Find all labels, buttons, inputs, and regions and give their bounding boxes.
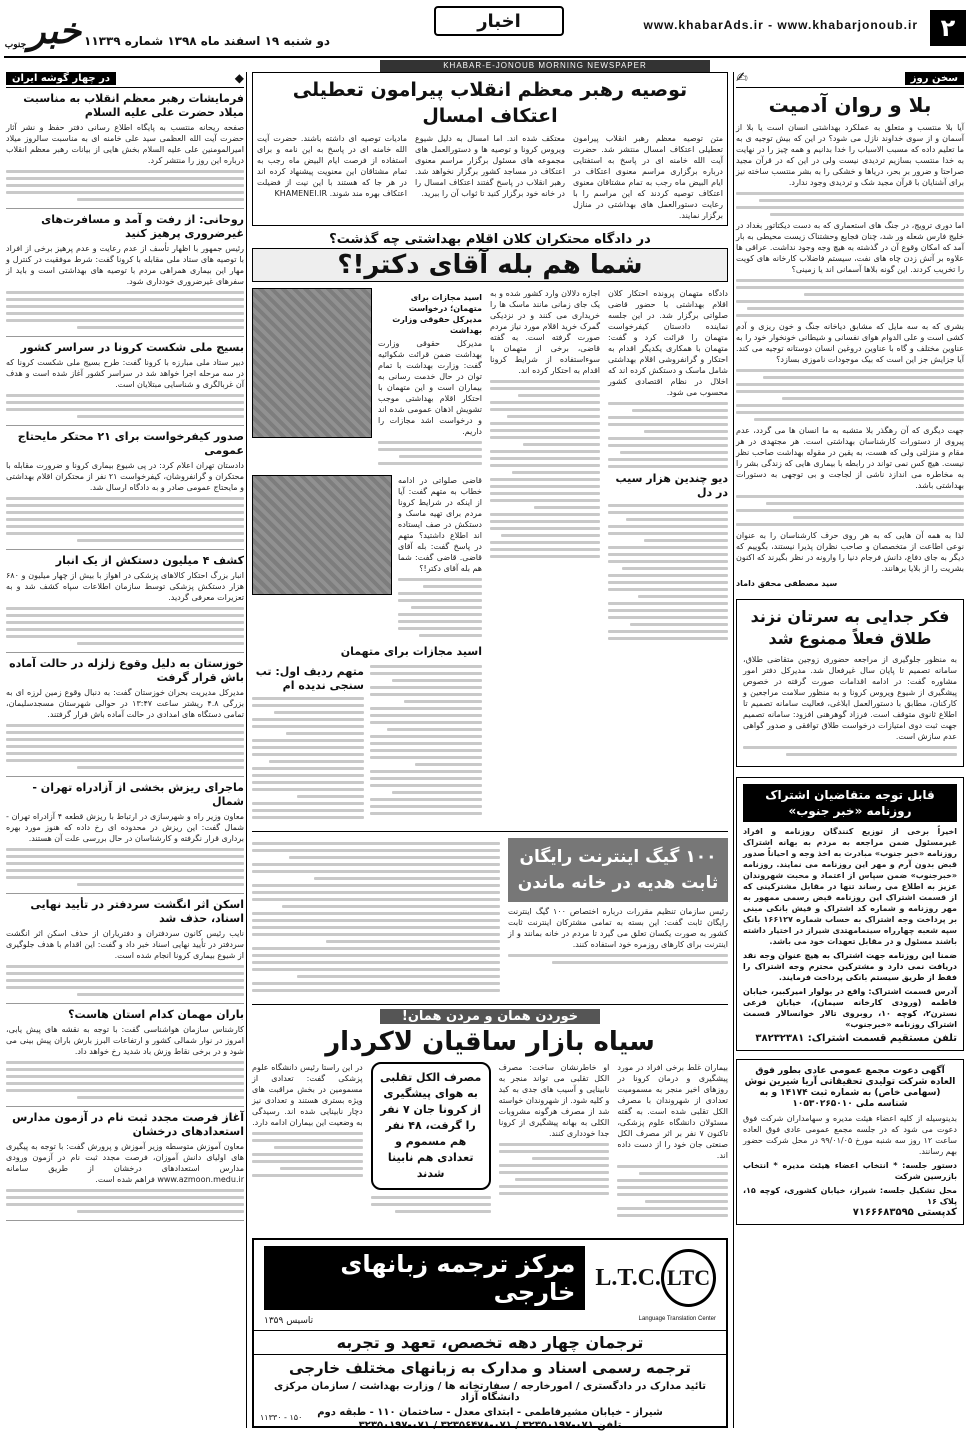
news-item	[6, 430, 244, 550]
ltc-approvals: تائید مدارک در دادگستری / امورخارجه / سفارتخانه ها / وزارت بهداشت / سازمان مرکزی دانشگاه آزاد	[274, 1381, 706, 1403]
news-item-body: رئیس جمهور با اظهار تأسف از عدم رعایت و عدم پرهیز برخی از افراد با توصیه های ستاد ملی مقابله با کرونا گفت: شرط موفقیت در کنترل و مهار این بیماری همراهی مردم با توصیه های بهداشتی است و باید از سفرهای غیرضروری خودداری شود.	[6, 244, 244, 286]
subscription-notice-title: قابل توجه متقاضیان اشتراک روزنامه «خبر جنوب»	[743, 784, 957, 822]
hoarders-story	[252, 234, 728, 823]
subscription-notice-phone: تلفن مستقیم قسمت اشتراک: ۳۸۲۳۲۳۸۱	[755, 1033, 957, 1044]
hoarders-title: شما هم بله آقای دکتر!؟	[252, 248, 728, 282]
hoarders-para: دادگاه متهمان پرونده احتکار کلان اقلام بهداشتی با حضور قاضی صلواتی برگزار شد. در این جلسه نماینده دادستان کیفرخواست متهمان را قرائت کرد و گفت: متهمان با همکاری یکدیگر اقدام به احتکار و گرانفروشی اقلام بهداشتی شامل ماسک و دستکش کرده اند که اخلال در نظام اقتصادی کشور محسوب می شود.	[608, 289, 728, 397]
news-item	[6, 781, 244, 894]
editorial-kicker: سخن روز	[905, 72, 964, 85]
internet-story	[252, 831, 728, 996]
subscription-notice-body: اخیراً برخی از توزیع کنندگان روزنامه و افراد غیرمسئول ضمن مراجعه به مردم به بهانه اشتراک روزنامه «خبر جنوب» مبادرت به اخذ وجه و احیاناً صدور قبض بدون آرم و مهر این روزنامه می نمایند. روزنامه «خبرجنوب» ضمن سپاس از اعتماد و محبت شهروندان عزیز به اطلاع می رساند تنها در مقابل مشترکینی که از قسمت اشتراک این روزنامه قبض رسمی ممهور به مهر روزنامه و شماره کد اشتراک و فیش بانکی مبنی بر پرداخت وجه اشتراک به حساب شماره ۱۶۶۱۲۷ بانک سپه شعبه چهارراه سینمامهتدی شیراز در اختیار داشته باشند مسئول و در مقابل تعهدات خود می باشد.	[743, 827, 957, 946]
hoarders-para: اجازه دلالان وارد کشور شده و به یک جای زمانی مانند ماسک ها را خریداری می کنند و در نزدیکی گمرک خرید اقلام مورد نیاز مردم صورت گرفته است. به گفته قاضی، برخی از متهمان با سوءاستفاده از شرایط کرونا اقدام به احتکار کرده اند.	[490, 289, 600, 375]
assembly-notice-postal: کدپستی ۷۱۶۶۶۸۳۵۹۵	[852, 1207, 957, 1218]
page-header	[4, 4, 966, 58]
alcohol-story	[252, 1004, 728, 1221]
news-item-body: معاون آموزش متوسطه وزیر آموزش و پرورش گفت: با توجه به پیگیری های اولیای دانش آموزان، فرصت مجدد ثبت نام در آزمون ورودی مدارس استعدادهای درخشان از طریق سامانه www.azmoon.medu.ir فراهم شده است.	[6, 1142, 244, 1184]
ltc-address: شیراز - خیابان مشیرفاطمی - ابتدای معدل - ساختمان ۱۱۰ - طبقه دوم	[317, 1407, 663, 1418]
subscription-notice-note: ضمنا این روزنامه جهت اشتراک به هیچ عنوان وجه نقد دریافت نمی دارد و مشترکین محترم وجه اشتراک را فقط از طریق سیستم بانکی پرداخت فرمایند.	[743, 951, 957, 982]
alcohol-para: در این راستا رئیس دانشگاه علوم پزشکی گفت: تعدادی از مسمومین در بخش مراقبت های ویژه بستری هستند و تعدادی نیز دچار نابینایی شده اند. رسیدگی به وضعیت این بیماران ادامه دارد.	[251, 1063, 363, 1127]
editorial-title: بلا و روان آدمیت	[768, 93, 932, 117]
news-item-body: نایب رئیس کانون سردفتران و دفتریاران از حذف اسکن اثر انگشت سردفتر در تأیید نهایی اسناد خبر داد و گفت: این اقدام با هدف جلوگیری از شیوع بیماری کرونا انجام شده است.	[6, 929, 244, 960]
alcohol-para: او خاطرنشان ساخت: مصرف الکل تقلبی می تواند منجر به نابینایی و آسیب های جدی به کبد و کلیه شود. از شهروندان خواسته شد از مصرف هرگونه مشروبات الکلی به بهانه پیشگیری از کرونا جدا خودداری کنند.	[498, 1063, 610, 1138]
assembly-notice-title: آگهی دعوت مجمع عمومی عادی بطور فوق العاده شرکت تولیدی تحقیقاتی آریا شیرین نوش (سهامی خاص) به شماره ثبت ۱۴۱۷۴ و به شناسه ملی ۱۰۵۳۰۲۶۵۰۱۰	[744, 1066, 956, 1109]
masthead-band: KHABAR-E-JONOUB MORNING NEWSPAPER	[380, 60, 710, 72]
news-item-body: انبار بزرگ احتکار کالاهای پزشکی در اهواز با بیش از چهار میلیون و ۶۸۰ هزار دستکش پزشکی توسط سازمان اطلاعات سپاه کشف شد و به تعزیرات معرفی گردید.	[6, 571, 244, 602]
ltc-code: ۱۵۰ - ۱۱۳۳۰	[260, 1413, 303, 1422]
ltc-name: مرکز ترجمه زبانهای خارجی	[264, 1246, 585, 1310]
leader-story-title: توصیه رهبر معظم انقلاب پیرامون تعطیلی اعتکاف امسال	[292, 79, 688, 127]
ltc-tagline: ترجمان چهار دهه تخصص، تعهد و تجربه	[254, 1330, 726, 1355]
ltc-brand: L.T.C.	[595, 1264, 661, 1291]
internet-story-title: ۱۰۰ گیگ اینترنت رایگان ثابت هدیه در خانه ماندن	[508, 838, 728, 902]
alcohol-callout: مصرف الکل تقلبی به هوای پیشگیری از کرونا جان ۷ نفر را گرفت، ۴۸ نفر هم مسموم و تعدادی هم نابینا شدند	[371, 1062, 491, 1190]
hoarders-para: قاضی صلواتی در ادامه خطاب به متهم گفت: آیا از اینکه در شرایط کرونا مردم برای تهیه ماسک و دستکش در صف ایستاده اند اطلاع داشتید؟ متهم در پاسخ گفت: بله آقای قاضی. قاضی گفت: شما هم بله آقای دکتر!؟	[398, 476, 482, 573]
assembly-notice-body: بدینوسیله از کلیه اعضاء هیئت مدیره و سهامداران شرکت فوق دعوت می شود که در جلسه مجمع عمومی عادی فوق العاده ساعت ۱۲ روز سه شنبه مورخ ۹۹/۰۱/۰۵ در محل شرکت حضور بهم رسانند.	[743, 1114, 958, 1156]
assembly-notice-agenda: دستور جلسه: * انتخاب اعضاء هیئت مدیره * انتخاب بازرسین شرکت	[743, 1161, 957, 1181]
news-item-title: صدور کیفرخواست برای ۲۱ محتکر مایحتاج عمومی	[17, 430, 244, 457]
news-item	[6, 1008, 244, 1107]
news-item	[6, 213, 244, 337]
leader-story-col: متن توصیه معظم رهبر انقلاب پیرامون تعطیلی اعتکاف امسال منتشر شد. حضرت آیت الله خامنه ای در پاسخ به استفتایی درباره برگزاری مراسم معنوی اعتکاف در ایام البیض ماه رجب به تمام مشتاقان معنوی اعتکاف توصیه کردند که این مراسم را با رعایت دستورالعمل های بهداشتی در منازل برگزار نمایند.	[573, 134, 723, 220]
assembly-notice	[736, 1059, 964, 1225]
news-item-title: خوزستان به دلیل وقوع زلزله در حالت آماده باش قرار گرفت	[9, 657, 244, 684]
ltc-service: ترجمه رسمی اسناد و مدارک به زبانهای مختلف خارجی	[289, 1359, 691, 1377]
leader-story	[252, 72, 728, 226]
ltc-established: تاسیس ۱۳۵۹	[264, 1316, 314, 1326]
column-divider	[246, 72, 247, 1428]
news-item	[6, 1111, 244, 1221]
news-item-title: باران مهمان کدام استان هاست؟	[68, 1008, 244, 1021]
logo-sub: جنوب	[4, 40, 27, 50]
hoarders-kicker: در دادگاه محتکران کلان اقلام بهداشتی چه گذشت؟	[329, 232, 651, 247]
news-item-body: دبیر ستاد ملی مبارزه با کرونا گفت: طرح بسیج ملی شکست کرونا که در سه مرحله اجرا خواهد شد در سراسر کشور آغاز شده است و هدف آن غربالگری و شناسایی مبتلایان است.	[6, 358, 244, 389]
hoarders-subhead: اسید مجازات برای متهمان	[340, 645, 482, 658]
news-item	[6, 898, 244, 1004]
alcohol-kicker: خوردن همان و مردن همان!	[380, 1009, 600, 1024]
internet-story-body: رئیس سازمان تنظیم مقررات درباره اختصاص ۱۰۰ گیگ اینترنت رایگان ثابت گفت: این بسته به تمامی مشترکان اینترنت ثابت کشور به صورت یکسان تعلق می گیرد تا مردم در خانه بمانند و از اینترنت برای کارهای روزمره خود استفاده کنند.	[508, 907, 728, 949]
editorial-author: سید مصطفی محقق داماد	[736, 579, 838, 588]
website-url[interactable]: www.khabarAds.ir - www.khabarjonoub.ir	[643, 18, 918, 32]
subscription-notice-address: آدرس قسمت اشتراک: واقع در بولوار امیرکبیر، خیابان فاطمه (ورودی کارخانه سیمان)، خیابان فرعی نسترن۲، کوچه ۱۰، روبروی تالار خوانسالار قسمت اشتراک روزنامه «خبرجنوب»	[743, 987, 957, 1029]
news-item	[6, 554, 244, 653]
news-item-body: صفحه ریحانه منتسب به پایگاه اطلاع رسانی دفتر حفظ و نشر آثار حضرت آیت الله العظمی سید علی خامنه ای به مناسبت سالروز میلاد امیرالمومنین علی علیه السلام بخش هایی از بیانات رهبر معظم انقلاب درباره این روز را منتشر کرد.	[6, 123, 244, 165]
news-item-title: اسکن اثر انگشت سردفتر در تأیید نهایی اسناد، حذف شد	[30, 898, 244, 925]
divorce-notice-title: فکر جدایی به سرتان نزند طلاق فعلاً ممنوع شد	[750, 607, 950, 648]
editorial-para: بشری که به سه مایل که مشابق دیاخانه جنگ و خون ریزی و آدم کشی است و علی الدوام هوای نفسانی و شیطانی خونخوار خود را به عناوین مختلف و گاه با عناوین دروغین انسان دوستانه توجیه می کند. آیا جزایش جز این است که بیک موجودات ناموزی بسازد؟	[736, 322, 964, 364]
column-divider	[733, 72, 734, 1428]
issue-date: دو شنبه ۱۹ اسفند ماه ۱۳۹۸ شماره ۱۱۳۳۹	[84, 34, 331, 48]
iran-news-list	[6, 92, 244, 1221]
hoarders-subhead: متهم ردیف اول: تب سنجی ندیده ام	[255, 665, 364, 692]
news-item-body: مدیرکل مدیریت بحران خوزستان گفت: به دنبال وقوع زمین لرزه ای به بزرگی ۴.۸ ریشتر ساعت ۱۳:۴۷ در حوالی شهرستان مسجدسلیمان، تمامی دستگاه های امدادی در حالت آماده باش قرار گرفتند.	[6, 688, 245, 719]
news-item-body: کارشناس سازمان هواشناسی گفت: با توجه به نقشه های پیش یابی، امروز در نوار شمالی کشور و ارتفاعات البرز بارش باران پیش بینی می شود و در برخی نقاط وزش باد شدید رخ خواهد داد.	[6, 1025, 244, 1056]
ltc-advertisement[interactable]	[252, 1238, 728, 1431]
news-item-title: فرمایشات رهبر معظم انقلاب به مناسبت میلاد حضرت علی علیه السلام	[23, 92, 244, 119]
ltc-logo-text: LTC	[666, 1265, 711, 1290]
news-item	[6, 92, 244, 209]
iran-news-column	[6, 72, 244, 1221]
news-item	[6, 657, 244, 777]
main-news-column	[252, 72, 728, 1221]
news-item-body: معاون وزیر راه و شهرسازی در ارتباط با ریزش قطعه ۴ آزادراه تهران - شمال گفت: این ریزش در محدوده ای رخ داده که هنوز مورد بهره برداری قرار نگرفته و کارشناسان در حال بررسی علت آن هستند.	[6, 812, 244, 843]
assembly-notice-address: محل تشکیل جلسه: شیراز، خیابان کشوری، کوچه ۱۵، پلاک ۱۶	[743, 1186, 957, 1206]
ltc-phones[interactable]: تلفن ۰۷۱-۳۲۳۵۰۱۹۷ / ۰۷۱-۳۲۳۵۶۴۷۸ / ۰۷۱-۳۲۳۵۰۱۹۷	[358, 1420, 622, 1431]
defendant-photo	[252, 288, 372, 438]
page-number: ۲	[930, 10, 966, 46]
divorce-notice-body: به منظور جلوگیری از مراجعه حضوری زوجین متقاضی طلاق، سامانه تصمیم تا پایان سال غیرفعال شد. مدیرکل دفتر امور مشاوره گفت: در ادامه اقدامات صورت گرفته در خصوص پیشگیری از شیوع ویروس کرونا و به منظور سلامت مراجعین و کارکنان، مطابق با دستورالعمل ابلاغی، فعالیت سامانه تصمیم تا اطلاع ثانوی متوقف است. فرزاد گوهرهنی افزود: سامانه تصمیم جهت ثبت دوی امتیازات درخواست طلاق توافقی و صدور گواهی عدم سازش است.	[743, 655, 957, 741]
news-item-title: آغاز فرصت مجدد ثبت نام در آزمون مدارس استعدادهای درخشان	[12, 1111, 244, 1138]
logo-text: خبر	[28, 10, 82, 52]
leader-story-col: مادیات توصیه ای داشته باشند. حضرت آیت الله خامنه ای در پاسخ به این نامه و برای استفاده از فرصت ایام البیض ماه رجب به تمام مشتاقان این معنویت پیشنهاد کرده اند در هر جا که هستند با این نیت از فضیلت اعتکاف بهره مند شوند. KHAMENEI.IR	[257, 134, 407, 198]
section-title: اخبار	[434, 6, 564, 36]
leader-story-col: معتکف شده اند. اما امسال به دلیل شیوع ویروس کرونا و توصیه ها و دستورالعمل های مجموعه های مسئول برگزار مراسم معنوی اعتکاف در مساجد کشور برگزار نخواهد شد. رهبر انقلاب در پاسخ گفتند اعتکاف امسال را در خانه خود برگزار کنید تا ثواب آن را ببرید.	[415, 134, 565, 198]
news-item-title: بسیج ملی شکست کرونا در سراسر کشور	[20, 341, 244, 354]
editorial-para: جهت دیگری که آن رهگذر بلا متشبه به ما انسان ها می گردد، عدم پیروی از دستورات کارشناسان بهداشتی است. هر مجتهدی در هر مقام و منزلتی ولی که هست، به یقین در مقوله بهداشت صاحب نظر نیست. هیچ کس نمی تواند در رابطه با بیماری هایی که زندگی بشر را به مخاطره می اندازد ناشی از لجاجت و بی توجهی به دستورات بهداشتی باشد.	[736, 426, 964, 490]
editorial-para: لذا به همه آن هایی که به هر روی حرف کارشناسان را به عنوان نوعی اطاعت از متخصصان و صاحب نظران پذیرا نیستند، بگوییم که دیگر به جای دفاع، دانش فرجام دنیا را وارونه در نظر بگیرند که اکنون بشریت را از بلایا برهانند.	[736, 531, 964, 573]
hoarders-caption: اسید مجازات برای متهمان؛ درخواست مدیرکل حقوقی وزارت بهداشت	[392, 293, 482, 335]
editorial-column	[736, 72, 964, 1225]
iran-news-kicker: در چهار گوشه ایران	[6, 72, 116, 85]
alcohol-para: بیماران غلط برخی افراد در مورد پیشگیری و درمان کرونا در روزهای اخیر منجر به مسمومیت تعدادی از شهروندان با مصرف الکل تقلبی شده است. به گفته مسئولان دانشگاه علوم پزشکی، تاکنون ۷ نفر بر اثر مصرف الکل صنعتی جان خود را از دست داده اند.	[617, 1063, 728, 1160]
news-item-title: کشف ۴ میلیون دستکش از یک انبار	[55, 554, 244, 567]
ltc-logo-ring: Language Translation Center	[638, 1316, 716, 1322]
news-item-title: ماجرای ریزش بخشی از آزادراه تهران - شمال	[32, 781, 244, 808]
news-item-body: دادستان تهران اعلام کرد: در پی شیوع بیماری کرونا و ضرورت مقابله با محتکران و گرانفروشان، کیفرخواست ۲۱ نفر از محتکران اقلام بهداشتی و مایحتاج عمومی صادر و به دادگاه ارسال شد.	[6, 461, 244, 492]
ltc-logo	[661, 1249, 716, 1307]
subscription-notice	[736, 777, 964, 1051]
editorial-para: آیا بلا منتسب و متعلق به عملکرد بهداشتی انسان است یا بلا از آسمان و از سوی خداوند نازل می شود؟ در این که بیش توجیه ی به ما تعلیم داده که مسبب الاسباب را خدا بدانیم و همه چیز را در نهایت به خدا منتسب بسازیم تردیدی نیست ولی در این که در قرآن مجید صراحتا و ضرور بر بحر، دریاها و خشکی را به بشر منتسب ساخته نیز برای آشنایان با قرآن مجید شک و تردیدی وجود ندارد.	[736, 123, 964, 187]
hoarders-para: مدیرکل حقوقی وزارت بهداشت ضمن قرائت شکوائیه گفت: وزارت بهداشت با تمام توان در حال خدمت رسانی به بیماران است و این متهمان با احتکار اقلام بهداشتی موجب تشویش اذهان عمومی شده اند و درخواست اشد مجازات را داریم.	[378, 339, 482, 436]
divorce-notice	[736, 599, 964, 767]
pen-icon: ✍	[736, 70, 748, 86]
hoarders-subhead: دیو چندین هزار سیب در دل	[615, 472, 728, 499]
news-item	[6, 341, 244, 426]
newspaper-logo	[4, 6, 82, 56]
map-icon: ◆	[234, 71, 244, 85]
news-item-title: روحانی: از رفت و آمد و مسافرت‌های غیرضروری پرهیز کنید	[41, 213, 244, 240]
courtroom-photo	[252, 475, 392, 595]
alcohol-title: سیاه بازار ساقیان لاکردار	[325, 1027, 655, 1057]
editorial-para: اما دوری ترویج، در جنگ های استعماری که به دست دیکتاتور بغداد در خلیج فارس شعله ور شد، چنان فجایع وحشتناک زیست محیطی به بار آمد که امکان وقوع آن در گذشته به هیچ وجه وجود نداشت. عراقی ها علاوه بر آتش زدن چاه های نفت، سیستم فاضلاب کارخانه های کویت را تخریب کردند. این گونه بلاها آسمانی اند یا زمینی؟	[736, 221, 964, 274]
